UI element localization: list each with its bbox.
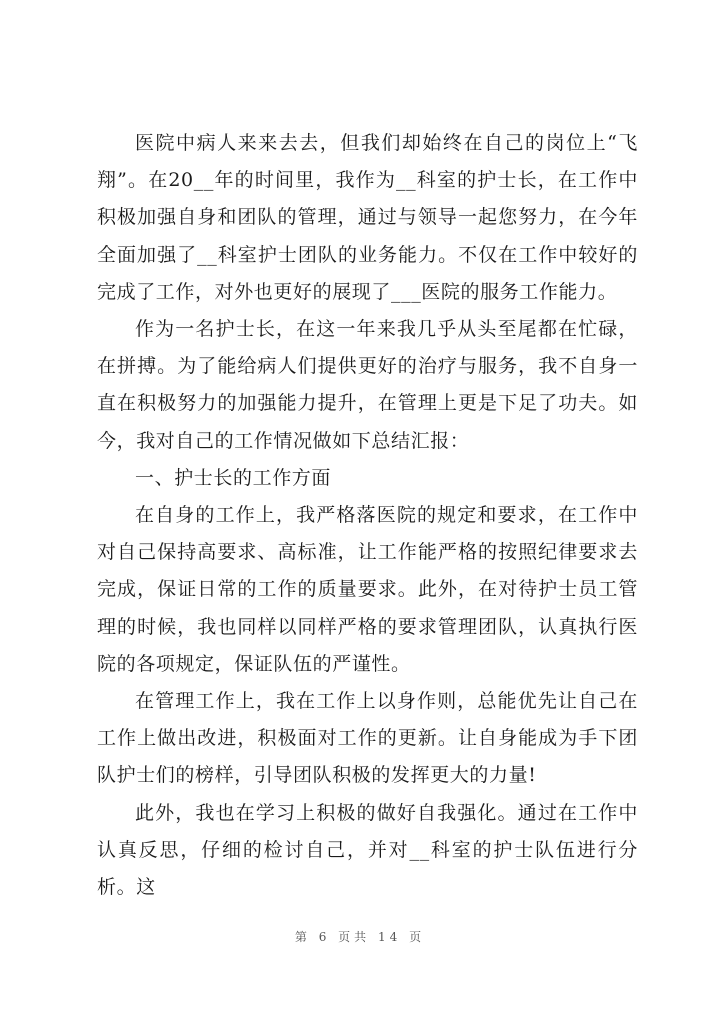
paragraph-learning: 此外，我也在学习上积极的做好自我强化。通过在工作中认真反思，仔细的检讨自己，并对__科室的护士队伍进行分析。这 xyxy=(97,801,638,899)
paragraph-intro: 医院中病人来来去去，但我们却始终在自己的岗位上“飞翔”。在20__年的时间里，我作为__科室的护士长，在工作中积极加强自身和团队的管理，通过与领导一起您努力，在今年全面加强了__科室护士团队的业务能力。不仅在工作中较好的完成了工作，对外也更好的展现了___医院的服务工作能力。 xyxy=(97,132,638,303)
section-heading: 一、护士长的工作方面 xyxy=(135,466,332,489)
paragraph-role: 作为一名护士长，在这一年来我几乎从头至尾都在忙碌，在拼搏。为了能给病人们提供更好的治疗与服务，我不自身一直在积极努力的加强能力提升，在管理上更是下足了功夫。如今，我对自己的工作情况做如下总结汇报： xyxy=(97,318,638,452)
paragraph-self-work: 在自身的工作上，我严格落医院的规定和要求，在工作中对自己保持高要求、高标准，让工作能严格的按照纪律要求去完成，保证日常的工作的质量要求。此外，在对待护士员工管理的时候，我也同样以同样严格的要求管理团队，认真执行医院的各项规定，保证队伍的严谨性。 xyxy=(97,504,638,675)
document-body xyxy=(97,125,638,906)
page-number-footer: 第 6 页共 14 页 xyxy=(294,930,426,944)
paragraph-management: 在管理工作上，我在工作上以身作则，总能优先让自己在工作上做出改进，积极面对工作的更新。让自身能成为手下团队护士们的榜样，引导团队积极的发挥更大的力量! xyxy=(97,690,638,787)
